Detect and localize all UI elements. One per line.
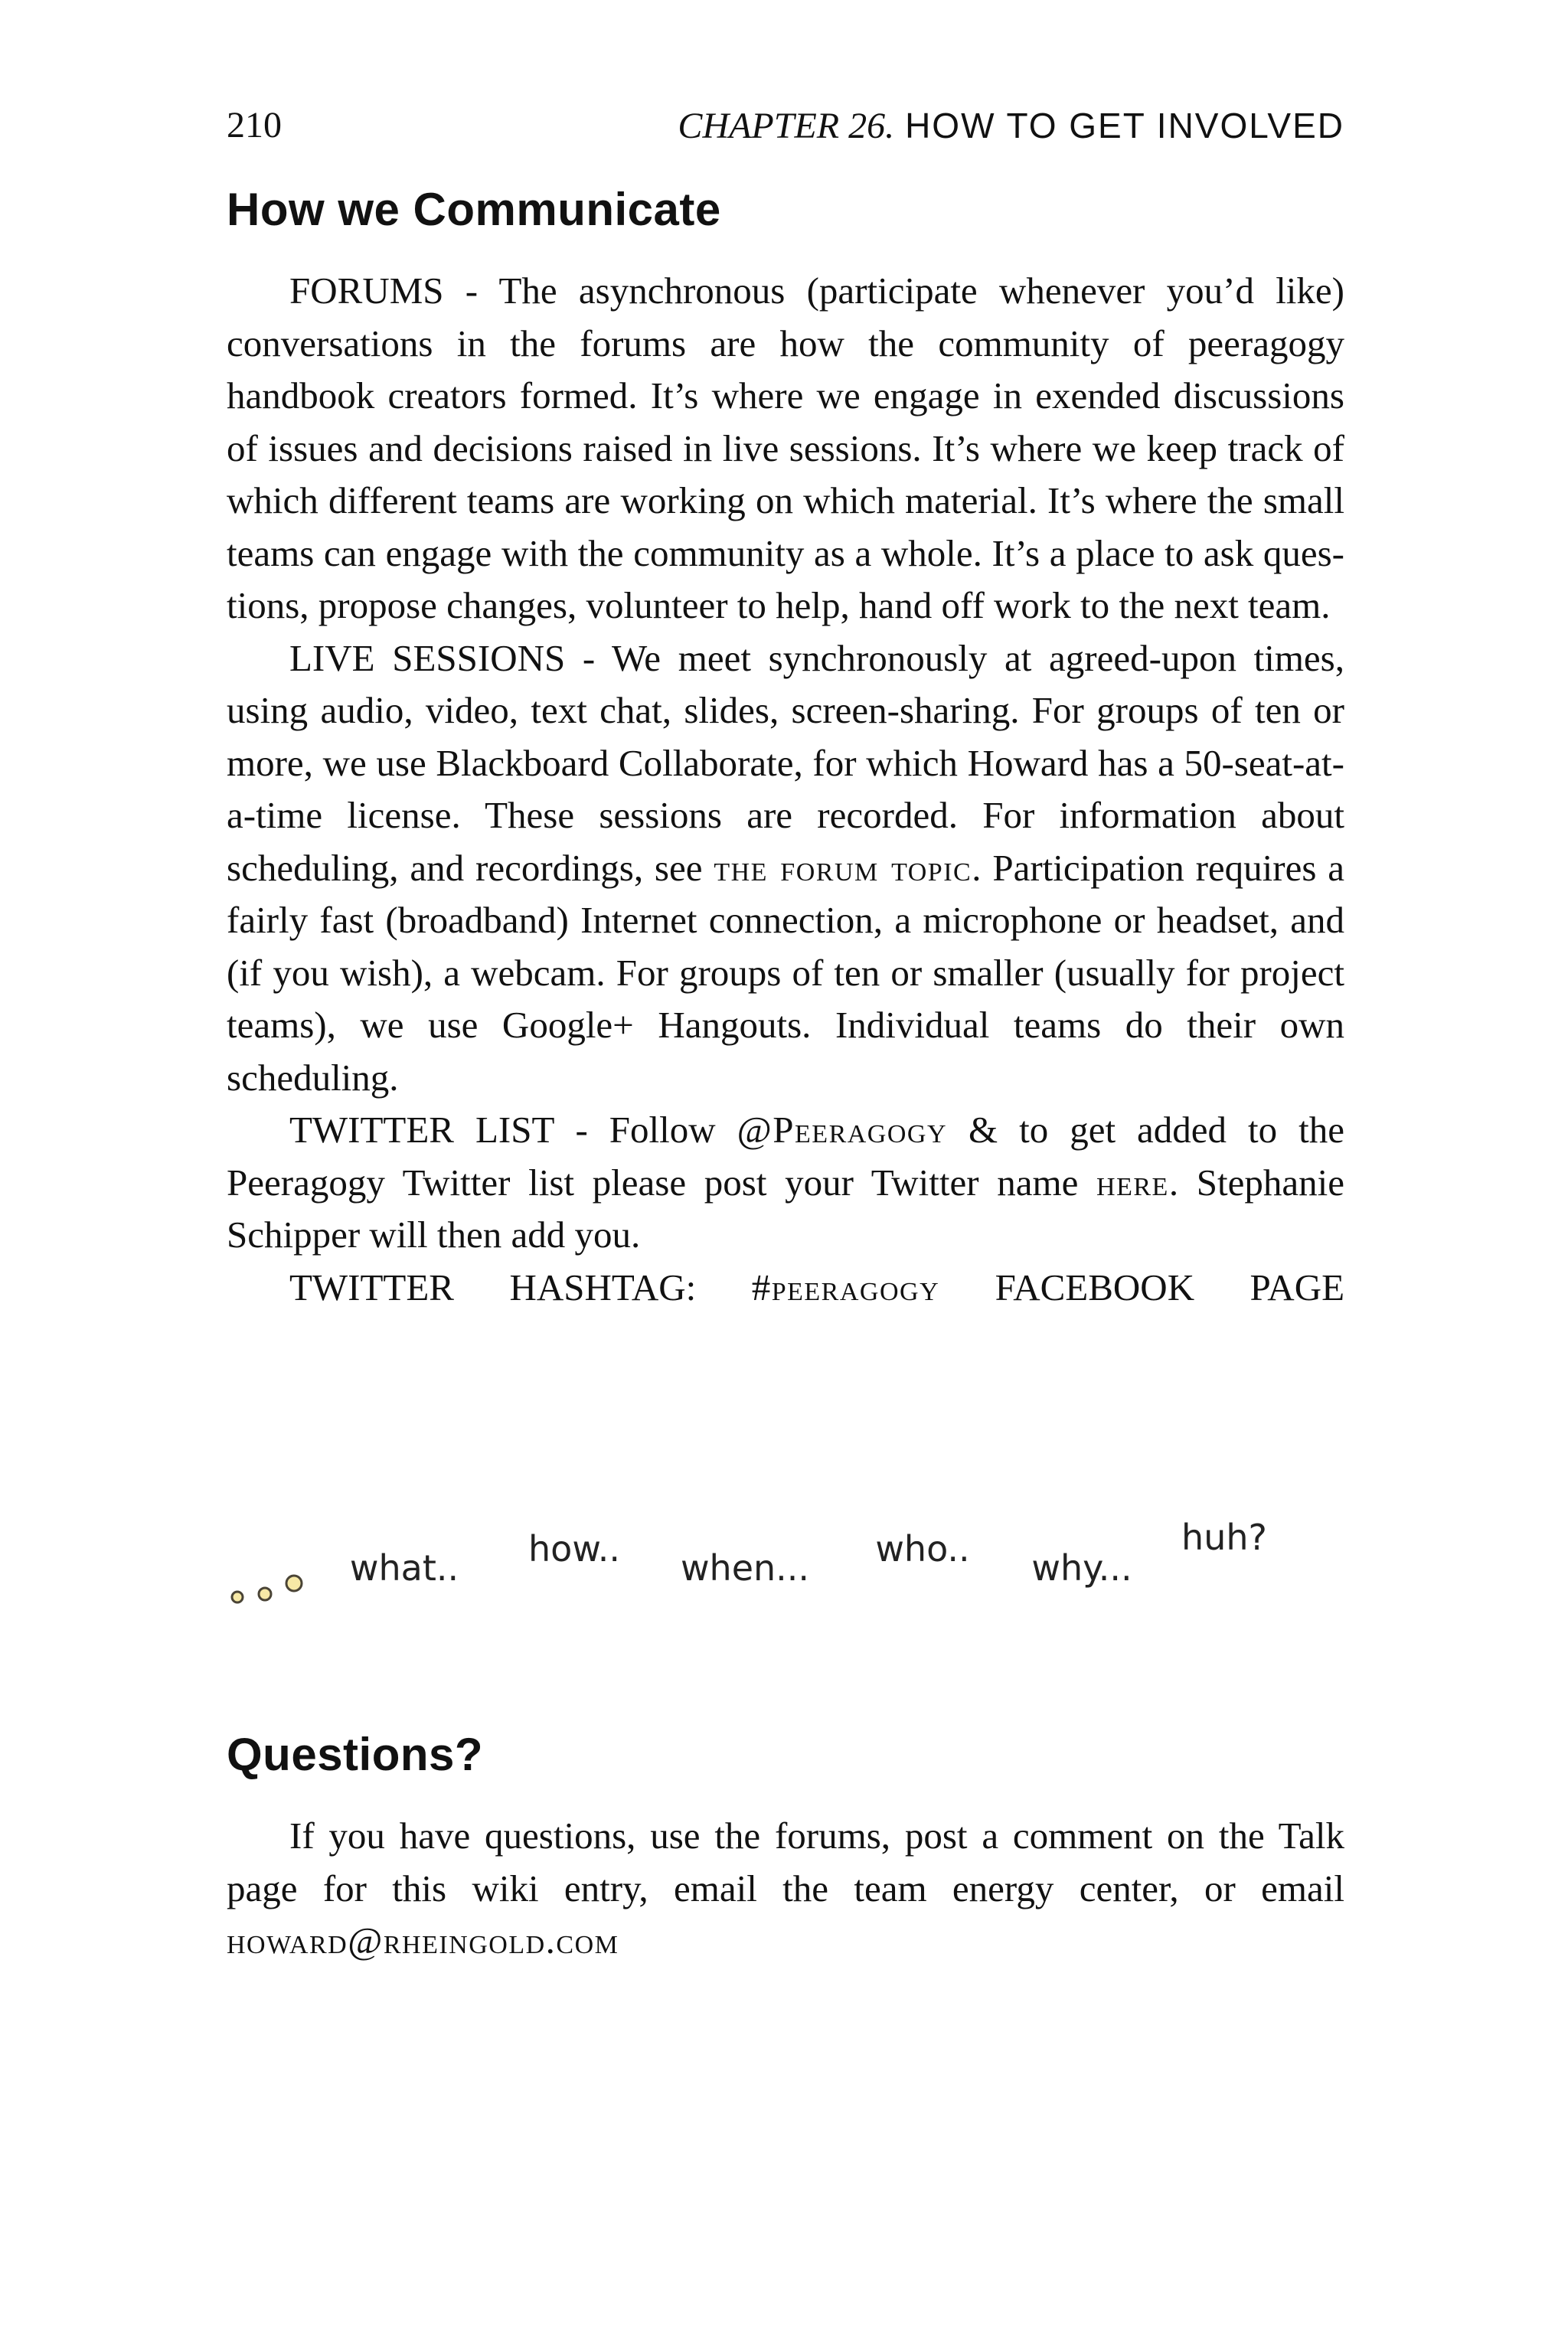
thought-cloud-word: huh? [1181, 1517, 1267, 1558]
twitter-hashtag-lead: TWITTER HASHTAG: [289, 1266, 697, 1308]
twitter-hashtag-paragraph [227, 1262, 1344, 1315]
thought-cloud-word: why... [1031, 1547, 1132, 1589]
communicate-body [227, 265, 1344, 1314]
forums-paragraph [227, 265, 1344, 632]
thought-cloud [875, 1528, 1012, 1570]
live-sessions-text-end: . Participation requires a fairly fast (broadband) Internet connection, a microphone or headset, and (if you wish), a webcam. For groups of ten or smaller (usually for project teams), we use Google+ Hangouts. Individual teams do their own scheduling. [227, 846, 1344, 1099]
questions-text: If you have questions, use the forums, post a comment on the Talk page for this wiki entry, email the team energy center, or email [227, 1815, 1344, 1909]
thought-cloud [350, 1547, 496, 1589]
thought-bubble-dot [232, 1592, 243, 1602]
thought-clouds-drawing [227, 1468, 1306, 1637]
forums-text: - The asynchronous (participate whenever you’d like) conversations in the forums are how the community of peeragogy handbook creators formed. It’s where we engage in exended discussions of issues and decisions raised in live sessions. It’s where we keep track of which different teams are working on which material. It’s where the small teams can engage with the community as a whole. It’s a place to ask questions, propose changes, volunteer to help, hand off work to the next team. [227, 270, 1344, 626]
thought-cloud [1181, 1517, 1306, 1558]
section-heading-questions: Questions? [227, 1729, 484, 1780]
hashtag-link[interactable]: #peeragogy [751, 1266, 940, 1308]
thought-cloud-word: how.. [528, 1528, 620, 1570]
chapter-title: HOW TO GET INVOLVED [905, 106, 1344, 145]
twitter-list-lead: TWITTER LIST [289, 1109, 554, 1151]
thought-cloud-word: what.. [349, 1547, 459, 1589]
chapter-label: CHAPTER 26. [678, 106, 895, 146]
thought-cloud [528, 1528, 658, 1570]
twitter-list-text-end: . Stephanie Schipper will then add you. [227, 1161, 1344, 1256]
chapter-heading [678, 101, 1344, 151]
questions-body [227, 1810, 1344, 1968]
book-page [227, 0, 1344, 2352]
live-sessions-paragraph [227, 632, 1344, 1105]
section-heading-communicate: How we Communicate [227, 184, 721, 235]
live-sessions-text: - We meet synchronously at agreed-upon times, using audio, video, text chat, slides, screen-sharing. For groups of ten or more, we use Blackboard Collaborate, for which Howard has a 50-seat-at-a-time license. These sessions are recorded. For information about scheduling, and recordings, see [227, 636, 1345, 889]
twitter-list-text-middle: & to get added to the Peeragogy Twitter list please post your Twitter name [227, 1109, 1344, 1204]
twitter-list-text: - Follow [554, 1109, 737, 1151]
running-head [227, 101, 1344, 150]
twitter-list-paragraph [227, 1104, 1344, 1262]
live-sessions-lead: LIVE SESSIONS [289, 636, 566, 679]
page-number: 210 [227, 105, 282, 145]
forum-topic-link[interactable]: the forum topic [714, 846, 972, 889]
facebook-page-link[interactable]: FACEBOOK PAGE [995, 1266, 1345, 1308]
thought-cloud-word: when... [680, 1547, 810, 1589]
thought-bubble-dot [286, 1576, 302, 1591]
questions-paragraph [227, 1810, 1344, 1968]
peeragogy-handle-link[interactable]: @Peeragogy [737, 1109, 948, 1151]
thought-cloud [681, 1547, 844, 1589]
thought-bubble-dot [259, 1588, 271, 1600]
forums-lead: FORUMS [289, 270, 444, 312]
thought-cloud [1031, 1547, 1162, 1589]
email-link[interactable]: howard@rheingold.com [227, 1919, 619, 1962]
here-link[interactable]: here [1096, 1161, 1169, 1204]
thought-cloud-word: who.. [875, 1528, 970, 1570]
thought-clouds-illustration [227, 1468, 1306, 1637]
